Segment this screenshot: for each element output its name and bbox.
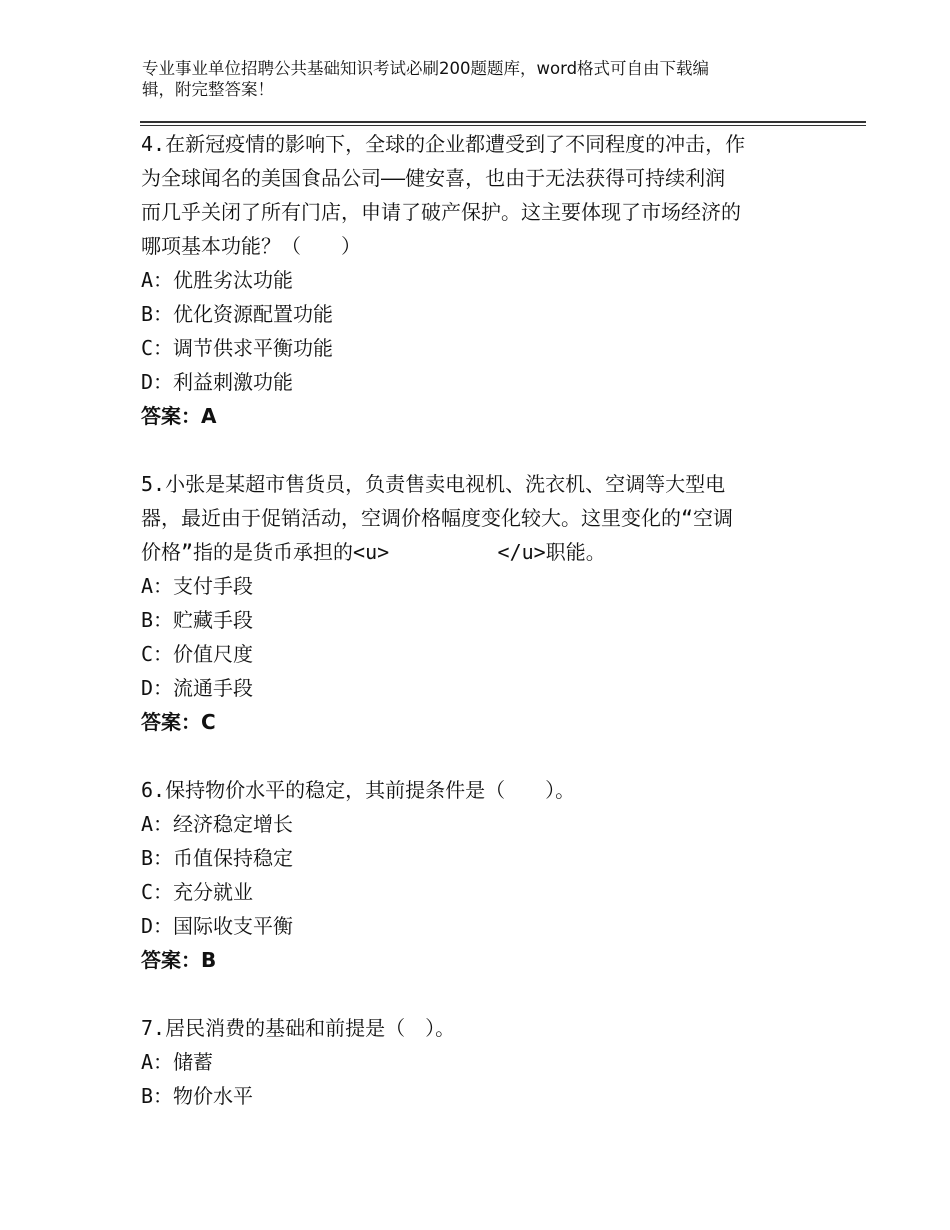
question-spacer [141,977,801,1011]
header-divider [140,121,866,126]
question-text-line: 而几乎关闭了所有门店，申请了破产保护。这主要体现了市场经济的 [141,200,741,224]
option-d: D：国际收支平衡 [141,914,294,938]
answer-label: 答案：C [141,710,216,734]
option-b: B：物价水平 [141,1084,254,1108]
option-b: B：币值保持稳定 [141,846,294,870]
option-b: B：优化资源配置功能 [141,302,334,326]
question-text-line: 价格”指的是货币承担的<u> </u>职能。 [141,540,606,564]
option-c: C：调节供求平衡功能 [141,336,334,360]
option-a: A：支付手段 [141,574,254,598]
option-c: C：价值尺度 [141,642,254,666]
question-spacer [141,433,801,467]
header-line-2: 辑，附完整答案！ [142,80,274,99]
question-text-line: 4.在新冠疫情的影响下，全球的企业都遭受到了不同程度的冲击，作 [141,132,746,156]
option-b: B：贮藏手段 [141,608,254,632]
option-d: D：利益刺激功能 [141,370,294,394]
question-6 [141,773,801,977]
question-text-line: 5.小张是某超市售货员，负责售卖电视机、洗衣机、空调等大型电 [141,472,726,496]
option-c: C：充分就业 [141,880,254,904]
header-line-1: 专业事业单位招聘公共基础知识考试必刷200题题库，word格式可自由下载编 [142,59,710,78]
option-a: A：经济稳定增长 [141,812,294,836]
question-7 [141,1011,801,1113]
option-d: D：流通手段 [141,676,254,700]
question-text-line: 为全球闻名的美国食品公司——健安喜，也由于无法获得可持续利润 [141,166,726,190]
question-spacer [141,739,801,773]
answer-label: 答案：A [141,404,217,428]
question-text-line: 6.保持物价水平的稳定，其前提条件是（ ）。 [141,778,576,802]
answer-label: 答案：B [141,948,217,972]
question-list [141,127,801,1113]
page-header [142,58,792,100]
option-a: A：优胜劣汰功能 [141,268,294,292]
option-a: A：储蓄 [141,1050,214,1074]
question-4 [141,127,801,433]
question-text-line: 器，最近由于促销活动，空调价格幅度变化较大。这里变化的“空调 [141,506,734,530]
question-text-line: 7.居民消费的基础和前提是（ ）。 [141,1016,456,1040]
question-text-line: 哪项基本功能？（ ） [141,234,361,258]
question-5 [141,467,801,739]
